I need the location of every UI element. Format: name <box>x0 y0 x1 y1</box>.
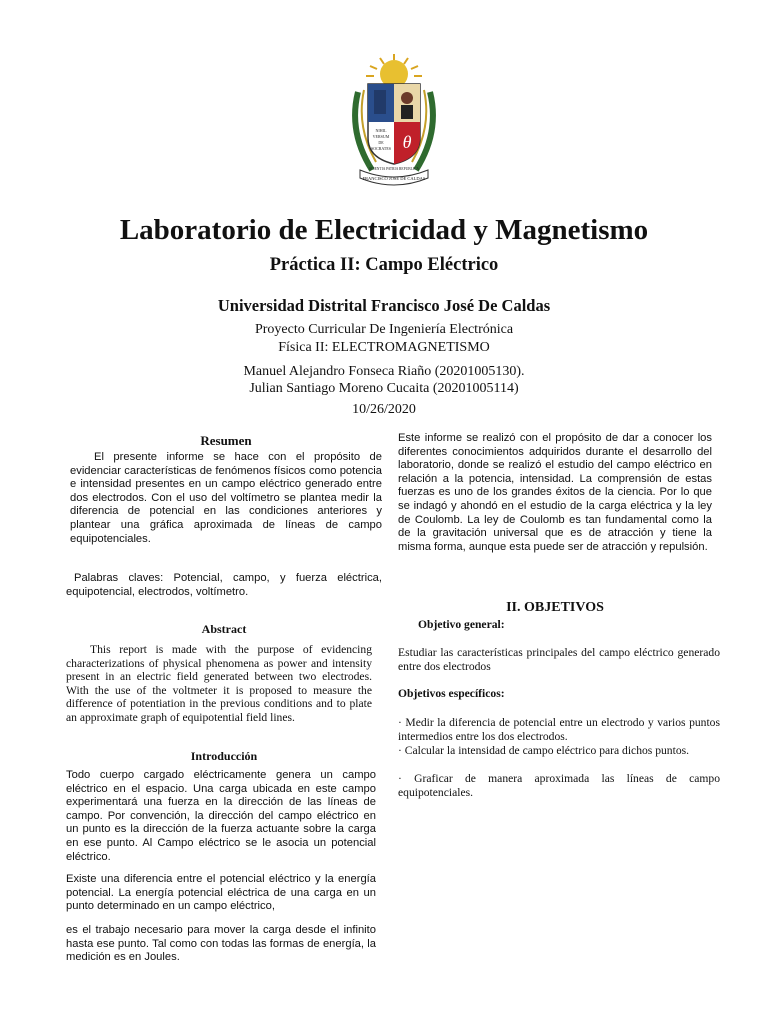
document-title: Laboratorio de Electricidad y Magnetismo <box>119 214 649 246</box>
crest-motto: SCIENTIA PATRIA REPUBLICA <box>369 167 419 171</box>
document-subtitle: Práctica II: Campo Eléctrico <box>269 255 499 275</box>
abstract-text: This report is made with the purpose of evidencing characterizations of physical phenomena as power and intensity present in an electric field generated between two electrodes. With the use of the voltmeter it is proposed to measure the difference of potentiation in the previous conditions and to plate an approximate graph of equipotential field lines. <box>66 643 372 724</box>
objetivos-especificos-heading: Objetivos específicos: <box>398 687 505 700</box>
shield-icon <box>368 84 420 164</box>
intro-paragraph-1: Todo cuerpo cargado eléctricamente genera un campo eléctrico en el espacio. Una carga ubicada en este campo experimentará una fuerza en la dirección de las líneas de campo. Por convención, la dirección del campo eléctrico en un punto es la dirección de la fuerza actuante sobre la carga en ese punto. Al Campo eléctrico se le asocia un potencial eléctrico. <box>66 769 376 863</box>
keywords-text: Palabras claves: Potencial, campo, y fuerza eléctrica, equipotencial, electrodos, voltímetro. <box>66 572 382 598</box>
introduccion-heading: Introducción <box>190 749 258 763</box>
date-line: 10/26/2020 <box>352 402 416 417</box>
objetivo-especifico-3: · Graficar de manera aproximada las líneas de campo equipotenciales. <box>398 772 720 799</box>
intro-paragraph-2: Existe una diferencia entre el potencial eléctrico y la energía potencial. La energía potencial eléctrica de una carga en un punto determinado en un campo eléctrico, <box>66 873 376 913</box>
author-2: Julian Santiago Moreno Cucaita (20201005114) <box>249 381 519 396</box>
crest-text-line-1: NIHIL <box>375 128 387 133</box>
crest-text-line-3: DE <box>378 140 384 145</box>
objetivo-general-text: Estudiar las características principales del campo eléctrico generado entre dos electrodos <box>398 646 720 673</box>
crest-ribbon-text: FRANCISCO JOSE DE CALDAS <box>362 176 426 181</box>
crest-text-line-4: SOCRATES <box>370 146 392 151</box>
crest-ribbon <box>360 170 428 185</box>
university-crest-logo <box>344 52 444 192</box>
intro-paragraph-3: es el trabajo necesario para mover la carga desde el infinito hasta ese punto. Tal como con todas las formas de energía, la medición es en Joules. <box>66 924 376 964</box>
objetivo-general-heading: Objetivo general: <box>418 618 505 631</box>
objetivos-heading: II. OBJETIVOS <box>506 600 604 615</box>
resumen-text: El presente informe se hace con el propósito de evidenciar características de fenómenos físicos como potencia e intensidad presentes en un campo eléctrico generado entre dos electrodos. Con el uso del voltímetro se plantea medir la diferencia de potencial en las condiciones anteriores y plantear una gráfica aproximada de líneas de campo equipotenciales. <box>70 451 382 545</box>
objetivo-especifico-2: · Calcular la intensidad de campo eléctrico para dichos puntos. <box>398 744 690 757</box>
crest-theta-symbol: θ <box>402 132 412 152</box>
sun-rays-icon <box>366 54 422 88</box>
project-line: Proyecto Curricular De Ingeniería Electrónica <box>254 322 514 337</box>
resumen-heading: Resumen <box>200 433 252 448</box>
intro-continued-text: Este informe se realizó con el propósito de dar a conocer los diferentes conocimientos adquiridos durante el desarrollo del laboratorio, donde se realizó el estudio del campo eléctrico en relación a la potencia, intensidad. La comprensión de estas fuerzas es uno de los grandes éxitos de la ciencia. Por lo que se indagó y ahondó en el estudio de la carga eléctrica y la ley de Coulomb. La ley de Coulomb es tan fundamental como la de la gravitación universal que es de atracción y tiene la misma forma, aunque esta puede ser de atracción y repulsión. <box>398 432 712 553</box>
crest-text-line-2: VERSUM <box>372 134 390 139</box>
author-1: Manuel Alejandro Fonseca Riaño (20201005130). <box>243 364 525 379</box>
objetivo-especifico-1: · Medir la diferencia de potencial entre un electrodo y varios puntos intermedios entre los dos electrodos. <box>398 716 720 743</box>
course-line: Física II: ELECTROMAGNETISMO <box>278 340 490 355</box>
university-name: Universidad Distrital Francisco José De Caldas <box>217 296 551 315</box>
abstract-heading: Abstract <box>201 622 247 636</box>
